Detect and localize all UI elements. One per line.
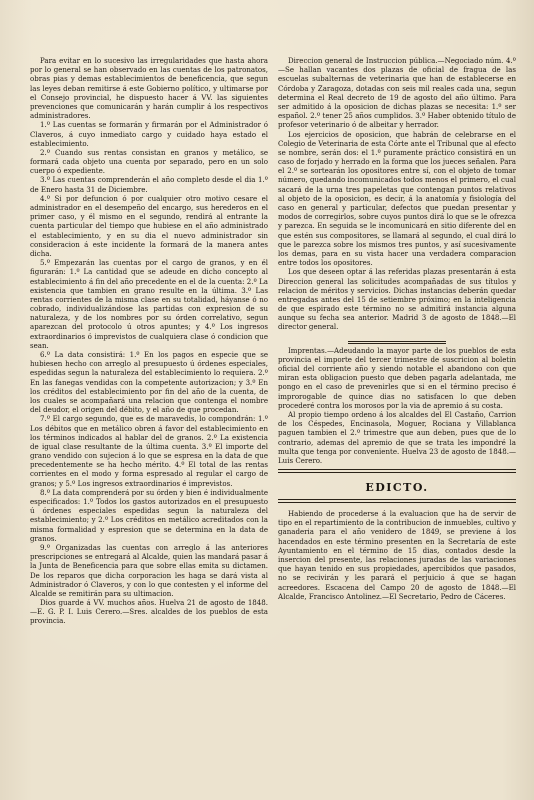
paragraph: 3.º Las cuentas comprenderán el año completo desde el dia 1.º de Enero hasta 31 de Diciembre. — [30, 175, 268, 194]
paragraph: Los que deseen optar á las referidas plazas presentarán á esta Direccion general las solicitudes acompañadas de sus títulos y relacion de méritos y servicios. Dichas instancias deberán quedar entregadas antes del 15 de setiembre próximo; en la inteligencia de que espirado este término no se admitirá instancia alguna aunque su fecha sea anterior. Madrid 3 de agosto de 1848.—El director general. — [278, 267, 516, 332]
paragraph: Los ejercicios de oposicion, que habrán de celebrarse en el Colegio de Veterinaria de esta Córte ante el Tribunal que al efecto se nombre, serán dos: el 1.º puramente práctico consistirá en un caso de forjado y herrado en la forma que los jueces señalen. Para el 2.º se sortearán los opositores entre sí, con el objeto de tomar número, quedando incomunicados todos menos el primero, el cual sacará de la urna tres papeletas que contengan puntos relativos al objeto de la oposicion, es decir, á la anatomía y fisiología del caso en general y particular, defectos que puedan presentar y modos de corregirlos, sobre cuyos puntos dirá lo que se le ofrezca y parezca. En seguida se le incomunicará en sitio diferente del en que estén sus compositores, se llamará al segundo, el cual dirá lo que le parezca sobre los mismos tres puntos, y así sucesivamente los demas, para en su vista hacer una verdadera comparacion entre todos los opositores. — [278, 129, 516, 268]
heading-rule — [278, 469, 516, 473]
paragraph: Direccion general de Instruccion pública.—Negociado núm. 4.º—Se hallan vacantes dos plazas de oficial de fragua de las escuelas subalternas de veterinaria que han de establecerse en Córdoba y Zaragoza, dotadas con seis mil reales cada una, segun determina el Real decreto de 19 de agosto del año último. Para ser admitido á la oposicion de dichas plazas se necesita: 1.º ser español. 2.º tener 25 años cumplidos. 3.º Haber obtenido título de profesor veterinario ó de albeitar y herrador. — [278, 56, 516, 130]
right-column — [278, 56, 516, 601]
heading-rule — [278, 499, 516, 503]
paragraph: 4.º Si por defuncion ó por cualquier otro motivo cesare el administrador en el desempeño del encargo, sus herederos en el primer caso, y él mismo en el segundo, rendirá al entrante la cuenta particular del tiempo que hubiese en el año administrado el establecimiento, y en su dia el nuevo administrador sin consideracion á este incidente la formará de la manera antes dicha. — [30, 193, 268, 258]
section-divider — [348, 341, 446, 342]
edict-heading: EDICTO. — [365, 481, 429, 495]
paragraph: 6.º La data consistirá: 1.º En los pagos en especie que se hubiesen hecho con arreglo al presupuesto ú órdenes especiales, espedidas segun la naturaleza del establecimiento lo requiera. 2.º En las fanegas vendidas con la competente autorizacion; y 3.º En los créditos del establecimiento por fin del año de la cuenta, de los cuales se acompañará una relacion que contenga el nombre del deudor, el origen del débito, y el año de que procedan. — [30, 350, 268, 415]
paragraph: 9.º Organizadas las cuentas con arreglo á las anteriores prescripciones se entregará al Alcalde, quien las mandará pasar á la Junta de Beneficencia para que sobre ellas emita su dictamen. De los reparos que dicha corporacion les haga se dará vista al Administrador ó Claveros, y con lo que contesten y el informe del Alcalde se remitirán para su ultimacion. — [30, 542, 268, 598]
paragraph: 8.º La data comprenderá por su órden y bien é individualmente especificados: 1.º Todos los gastos autorizados en el presupuesto ú órdenes especiales espedidas segun la naturaleza del establecimiento; y 2.º Los créditos en metálico acreditados con la misma formalidad y espresion que se determina en la data de granos. — [30, 487, 268, 543]
paragraph: 2.º Cuando sus rentas consistan en granos y metálico, se formará cada objeto una cuenta por separado, pero en un solo cuerpo ó expediente. — [30, 147, 268, 176]
paragraph: 1.º Las cuentas se formarán y firmarán por el Administrador ó Claveros, á cuyo inmediato cargo y cuidado haya estado el establecimiento. — [30, 120, 268, 148]
paragraph: Habiendo de procederse á la evaluacion que ha de servir de tipo en el repartimiento de la contribucion de inmuebles, cultivo y ganaderia para el año venidero de 1849, se previene á los hacendados en este término presenten en la Secretaría de este Ayuntamiento en el término de 15 dias, contados desde la insercion del presente, las relaciones juradas de las variaciones que hayan tenido en sus propiedades, apercibidos que pasados, no se recivirán y les parará el perjuicio á que se hagan acreedores. Escacena del Campo 20 de agosto de 1848.—El Alcalde, Francisco Antolinez.—El Secretario, Pedro de Cáceres. — [278, 509, 516, 601]
paragraph: 7.º El cargo segundo, que es de maravedis, lo compondrán: 1.º Los débitos que en metálico obren á favor del establecimiento en los términos indicados al hablar del de granos. 2.º La existencia de igual clase resultante de la última cuenta. 3.º El importe del grano vendido con sujecion á lo que se espresa en la data de que precedentemente se ha hecho mérito. 4.º El total de las rentas corrientes en el modo y forma espresado al regular el cargo de granos; y 5.º Los ingresos extraordinarios é imprevistos. — [30, 414, 268, 488]
signature-paragraph: Dios guarde á VV. muchos años. Huelva 21 de agosto de 1848.—E. G. P. I. Luis Cerero.—Sres. alcaldes de los pueblos de esta provincia. — [30, 598, 268, 626]
paragraph: Al propio tiempo ordeno á los alcaldes del El Castaño, Carrion de los Céspedes, Encinasola, Moguer, Rociana y Villablanca paguen tambien el 2.º trimestre que aun deben, pues que de lo contrario, ademas del apremio de que se trata les impondré la multa que tenga por conveniente. Huelva 23 de agosto de 1848.—Luis Cerero. — [278, 409, 516, 465]
paragraph: Para evitar en lo sucesivo las irregularidades que hasta ahora por lo general se han observado en las cuentas de los patronatos, obras pias y demas establecimientos de beneficencia, que segun las leyes deban remitirse á este Gobierno político, y ultimarse por el Consejo provincial, he dispuesto hacer á VV. las siguientes prevenciones que comunicarán y harán cumplir á los respectivos administradores. — [30, 56, 268, 121]
left-column — [30, 56, 268, 626]
paragraph: Imprentas.—Adeudando la mayor parte de los pueblos de esta provincia el importe del tercer trimestre de suscricion al boletin oficial del corriente año y siendo notable el abandono con que miran esta obligacion puesto que deben pagarla adelantada, me pongo en el caso de prevenirles que si en el término preciso é improrogable de quince dias no satisfacen lo que deben procederé contra los morosos por la via de apremio á su costa. — [278, 345, 516, 410]
paragraph: 5.º Empezarán las cuentas por el cargo de granos, y en él figurarán: 1.º La cantidad que se adeude en dicho concepto al establecimiento á fin del año precedente en el de la cuenta: 2.º La existencia que tambien en grano resulte en la última. 3.º Las rentas corrientes de la misma clase en su totalidad, háyanse ó no cobrado, individualizándose las partidas con expresion de su naturaleza, y de los nombres por su órden correlativo, segun aparezcan del protocolo ú otros apuntes; y 4.º Los ingresos extraordinarios ó imprevistos de cualquiera clase ó condicion que sean. — [30, 258, 268, 350]
